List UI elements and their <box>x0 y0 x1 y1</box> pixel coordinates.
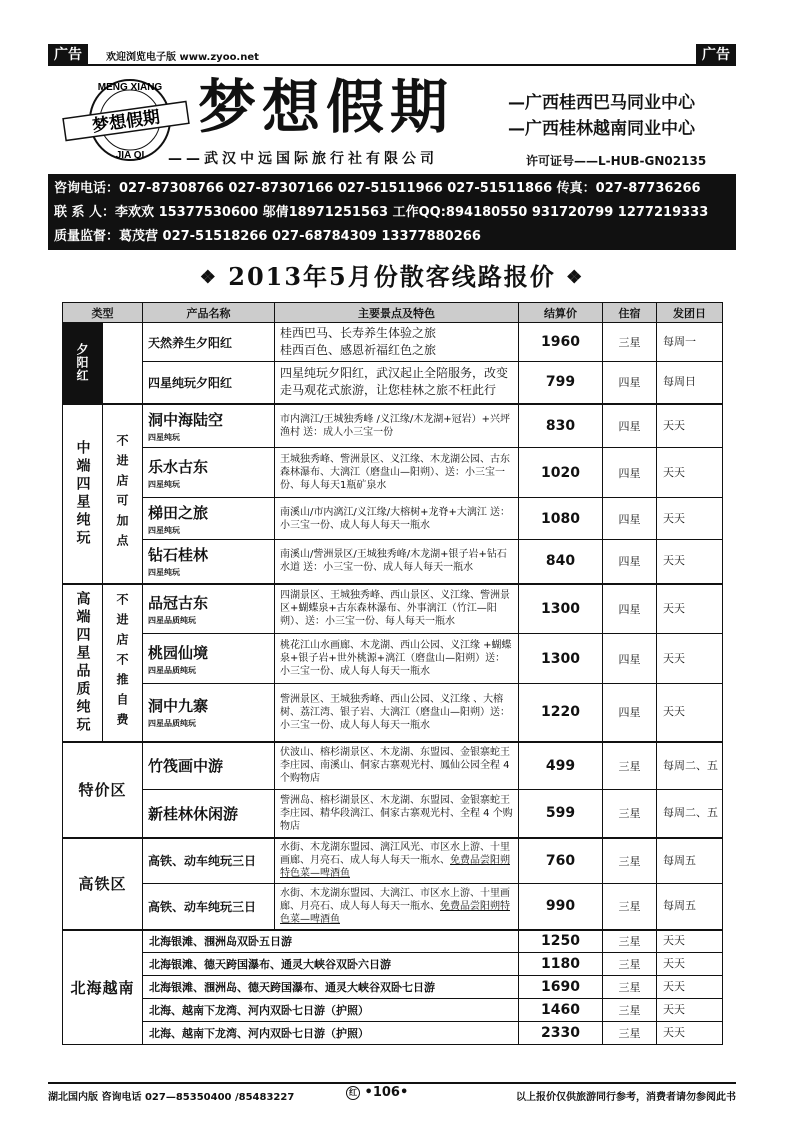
note-empty <box>103 323 143 404</box>
table-row <box>63 498 723 540</box>
product-stay: 四星 <box>603 684 657 742</box>
table-row <box>63 884 723 930</box>
welcome-text: 欢迎浏览电子版 www.zyoo.net <box>106 52 259 63</box>
header <box>48 68 736 174</box>
table-row <box>63 976 723 999</box>
product-stay: 三星 <box>603 742 657 790</box>
product-features: 桃花江山水画廊、木龙湖、西山公园、义江缘 +蝴蝶泉+银子岩+世外桃源+漓江（磨盘山—阳朔）送：小三宝一份、成人每人每天一瓶水 <box>275 634 519 684</box>
logo-text: 梦想假期 <box>91 107 162 137</box>
route-name: 北海、越南下龙湾、河内双卧七日游（护照） <box>143 1022 519 1045</box>
product-features: 桂西巴马、长寿养生体验之旅 桂西百色、感恩祈福红色之旅 <box>275 323 519 362</box>
product-departure: 天天 <box>657 999 723 1022</box>
product-departure: 天天 <box>657 930 723 953</box>
product-departure: 每周二、五 <box>657 742 723 790</box>
product-stay: 三星 <box>603 884 657 930</box>
contact-persons: 联 系 人：李欢欢 15377530600 邬倩18971251563 工作QQ:894180550 931720799 1277219333 <box>54 205 709 220</box>
product-price: 1180 <box>519 953 603 976</box>
product-price: 2330 <box>519 1022 603 1045</box>
product-departure: 天天 <box>657 448 723 498</box>
page-badge-icon: 红 <box>346 1086 360 1100</box>
logo-ring-top: MENG XIANG <box>97 82 163 93</box>
product-price: 599 <box>519 790 603 838</box>
table-row <box>63 1022 723 1045</box>
product-price: 1690 <box>519 976 603 999</box>
product-price: 1080 <box>519 498 603 540</box>
table-row <box>63 953 723 976</box>
category-sunset: 夕阳红 <box>63 323 103 404</box>
table-header <box>63 303 723 323</box>
product-stay: 三星 <box>603 790 657 838</box>
product-stay: 四星 <box>603 404 657 448</box>
route-name: 北海银滩、德天跨国瀑布、通灵大峡谷双卧六日游 <box>143 953 519 976</box>
product-stay: 三星 <box>603 953 657 976</box>
ornament-right-icon: ❖ <box>566 267 585 288</box>
product-price: 840 <box>519 540 603 584</box>
product-price: 1220 <box>519 684 603 742</box>
product-name: 天然养生夕阳红 <box>143 323 275 362</box>
product-price: 1250 <box>519 930 603 953</box>
product-price: 799 <box>519 362 603 404</box>
footer <box>48 1082 736 1103</box>
top-bar <box>48 44 736 66</box>
contact-phones: 咨询电话：027-87308766 027-87307166 027-51511966 027-51511866 传真：027-87736266 <box>54 181 701 196</box>
page-number: 红 •106• <box>346 1085 408 1100</box>
product-departure: 天天 <box>657 1022 723 1045</box>
product-features: 四湖景区、王城独秀峰、西山景区、义江缘、訾洲景区+蝴蝶泉+古东森林瀑布、外事漓江（竹江—阳朔）、送：小三宝一份、每人每天一瓶水 <box>275 584 519 634</box>
page-title <box>48 258 736 296</box>
product-stay: 四星 <box>603 584 657 634</box>
product-price: 1300 <box>519 584 603 634</box>
product-stay: 四星 <box>603 362 657 404</box>
product-price: 499 <box>519 742 603 790</box>
product-price: 1020 <box>519 448 603 498</box>
route-name: 北海银滩、涠洲岛双卧五日游 <box>143 930 519 953</box>
ad-tag-right: 广告 <box>696 44 736 66</box>
table-row <box>63 540 723 584</box>
product-price: 1460 <box>519 999 603 1022</box>
product-stay: 四星 <box>603 448 657 498</box>
product-features: 王城独秀峰、訾洲景区、义江缘、木龙湖公园、古东森林瀑布、大漓江（磨盘山—阳朔）、送：小三宝一份、每人每天1瓶矿泉水 <box>275 448 519 498</box>
product-departure: 天天 <box>657 976 723 999</box>
route-name: 北海银滩、涠洲岛、德天跨国瀑布、通灵大峡谷双卧七日游 <box>143 976 519 999</box>
product-price: 1300 <box>519 634 603 684</box>
product-departure: 天天 <box>657 404 723 448</box>
category-beihai: 北海越南 <box>63 930 143 1045</box>
product-features: 訾洲岛、榕杉湖景区、木龙湖、东盟园、金银寨蛇王李庄园、精华段漓江、侗家古寨观光村、全程 4 个购物店 <box>275 790 519 838</box>
contact-box <box>48 174 736 250</box>
product-name: 钻石桂林 四星纯玩 <box>143 540 275 584</box>
product-price: 760 <box>519 838 603 884</box>
table-row <box>63 362 723 404</box>
product-departure: 天天 <box>657 634 723 684</box>
product-name: 桃园仙境 四星品质纯玩 <box>143 634 275 684</box>
center-guilin-vietnam: —广西桂林越南同业中心 <box>508 119 695 139</box>
footer-disclaimer: 以上报价仅供旅游同行参考，消费者请勿参阅此书 <box>516 1092 736 1103</box>
company-name: ——武汉中远国际旅行社有限公司 <box>168 151 438 167</box>
product-departure: 天天 <box>657 540 723 584</box>
section-special <box>63 742 723 838</box>
note-mid: 不进店可加点 <box>103 404 143 584</box>
footer-edition: 湖北国内版 咨询电话 027—85350400 /85483227 <box>48 1092 295 1103</box>
category-high: 高端四星品质纯玩 <box>63 584 103 742</box>
product-departure: 天天 <box>657 584 723 634</box>
product-departure: 每周日 <box>657 362 723 404</box>
header-price: 结算价 <box>519 303 603 323</box>
product-features: 伏波山、榕杉湖景区、木龙湖、东盟园、金银寨蛇王李庄园、南溪山、侗家古寨观光村、鳳仙公园全程 4 个购物店 <box>275 742 519 790</box>
product-stay: 三星 <box>603 976 657 999</box>
logo-ring-bottom: JIA QI <box>115 150 145 161</box>
product-name: 新桂林休闲游 <box>143 790 275 838</box>
product-features: 訾洲景区、王城独秀峰、西山公园、义江缘 、大榕树、荔江湾、银子岩、大漓江（磨盘山—阳朔）送：小三宝一份、成人每人每天一瓶水 <box>275 684 519 742</box>
product-departure: 天天 <box>657 953 723 976</box>
note-high: 不进店不推自费 <box>103 584 143 742</box>
product-price: 830 <box>519 404 603 448</box>
product-price: 990 <box>519 884 603 930</box>
product-stay: 三星 <box>603 930 657 953</box>
center-guixi: —广西桂西巴马同业中心 <box>508 93 695 113</box>
table-row <box>63 999 723 1022</box>
product-price: 1960 <box>519 323 603 362</box>
header-departure: 发团日 <box>657 303 723 323</box>
title-text: 2013年5月份散客线路报价 <box>228 262 556 291</box>
product-departure: 每周五 <box>657 838 723 884</box>
product-name: 竹筏画中游 <box>143 742 275 790</box>
product-name: 乐水古东 四星纯玩 <box>143 448 275 498</box>
category-rail: 高铁区 <box>63 838 143 930</box>
section-mid <box>63 404 723 584</box>
ad-tag-left: 广告 <box>48 44 88 66</box>
header-features: 主要景点及特色 <box>275 303 519 323</box>
license-number: 许可证号——L-HUB-GN02135 <box>526 154 707 168</box>
product-name: 四星纯玩夕阳红 <box>143 362 275 404</box>
product-departure: 天天 <box>657 498 723 540</box>
section-high <box>63 584 723 742</box>
product-stay: 三星 <box>603 323 657 362</box>
category-mid: 中端四星纯玩 <box>63 404 103 584</box>
header-product: 产品名称 <box>143 303 275 323</box>
product-name: 品冠古东 四星品质纯玩 <box>143 584 275 634</box>
brand-name: 梦想假期 <box>198 73 455 141</box>
product-name: 高铁、动车纯玩三日 <box>143 838 275 884</box>
product-name: 梯田之旅 四星纯玩 <box>143 498 275 540</box>
product-features: 水街、木龙湖东盟园、漓江风光、市区水上游、十里画廊、月亮石、成人每人每天一瓶水、免费品尝阳朔特色菜—啤酒鱼 <box>275 838 519 884</box>
price-table <box>62 302 723 1045</box>
product-features: 南溪山/市内漓江/义江缘/大榕树+龙脊+大漓江 送：小三宝一份、成人每人每天一瓶水 <box>275 498 519 540</box>
product-stay: 四星 <box>603 540 657 584</box>
table-row <box>63 838 723 884</box>
product-departure: 每周二、五 <box>657 790 723 838</box>
product-stay: 四星 <box>603 498 657 540</box>
quality-supervision: 质量监督：葛茂营 027-51518266 027-68784309 13377880266 <box>54 229 481 244</box>
section-beihai <box>63 930 723 1045</box>
table-row <box>63 742 723 790</box>
route-name: 北海、越南下龙湾、河内双卧七日游（护照） <box>143 999 519 1022</box>
header-type: 类型 <box>63 303 143 323</box>
product-name: 高铁、动车纯玩三日 <box>143 884 275 930</box>
table-row <box>63 790 723 838</box>
header-stay: 住宿 <box>603 303 657 323</box>
table-row <box>63 634 723 684</box>
product-name: 洞中九寨 四星品质纯玩 <box>143 684 275 742</box>
section-sunset <box>63 323 723 404</box>
product-stay: 三星 <box>603 1022 657 1045</box>
product-stay: 三星 <box>603 999 657 1022</box>
table-row <box>63 404 723 448</box>
product-features: 市内漓江/王城独秀峰 /义江缘/木龙湖+冠岩）+兴坪渔村 送：成人小三宝一份 <box>275 404 519 448</box>
table-row <box>63 684 723 742</box>
service-centers <box>508 90 695 142</box>
table-row <box>63 323 723 362</box>
product-features: 水街、木龙湖东盟园、大漓江、市区水上游、十里画廊、月亮石、成人每人每天一瓶水、免费品尝阳朔特色菜—啤酒鱼 <box>275 884 519 930</box>
product-departure: 每周一 <box>657 323 723 362</box>
product-stay: 三星 <box>603 838 657 884</box>
category-special: 特价区 <box>63 742 143 838</box>
product-departure: 每周五 <box>657 884 723 930</box>
section-rail <box>63 838 723 930</box>
product-stay: 四星 <box>603 634 657 684</box>
product-features: 南溪山/訾洲景区/王城独秀峰/木龙湖+银子岩+钻石水道 送：小三宝一份、成人每人每天一瓶水 <box>275 540 519 584</box>
product-name: 洞中海陆空 四星纯玩 <box>143 404 275 448</box>
ornament-left-icon: ❖ <box>199 267 218 288</box>
product-departure: 天天 <box>657 684 723 742</box>
product-features: 四星纯玩夕阳红，武汉起止全陪服务，改变走马观花式旅游，让您桂林之旅不枉此行 <box>275 362 519 404</box>
table-row <box>63 584 723 634</box>
table-row <box>63 448 723 498</box>
table-row <box>63 930 723 953</box>
